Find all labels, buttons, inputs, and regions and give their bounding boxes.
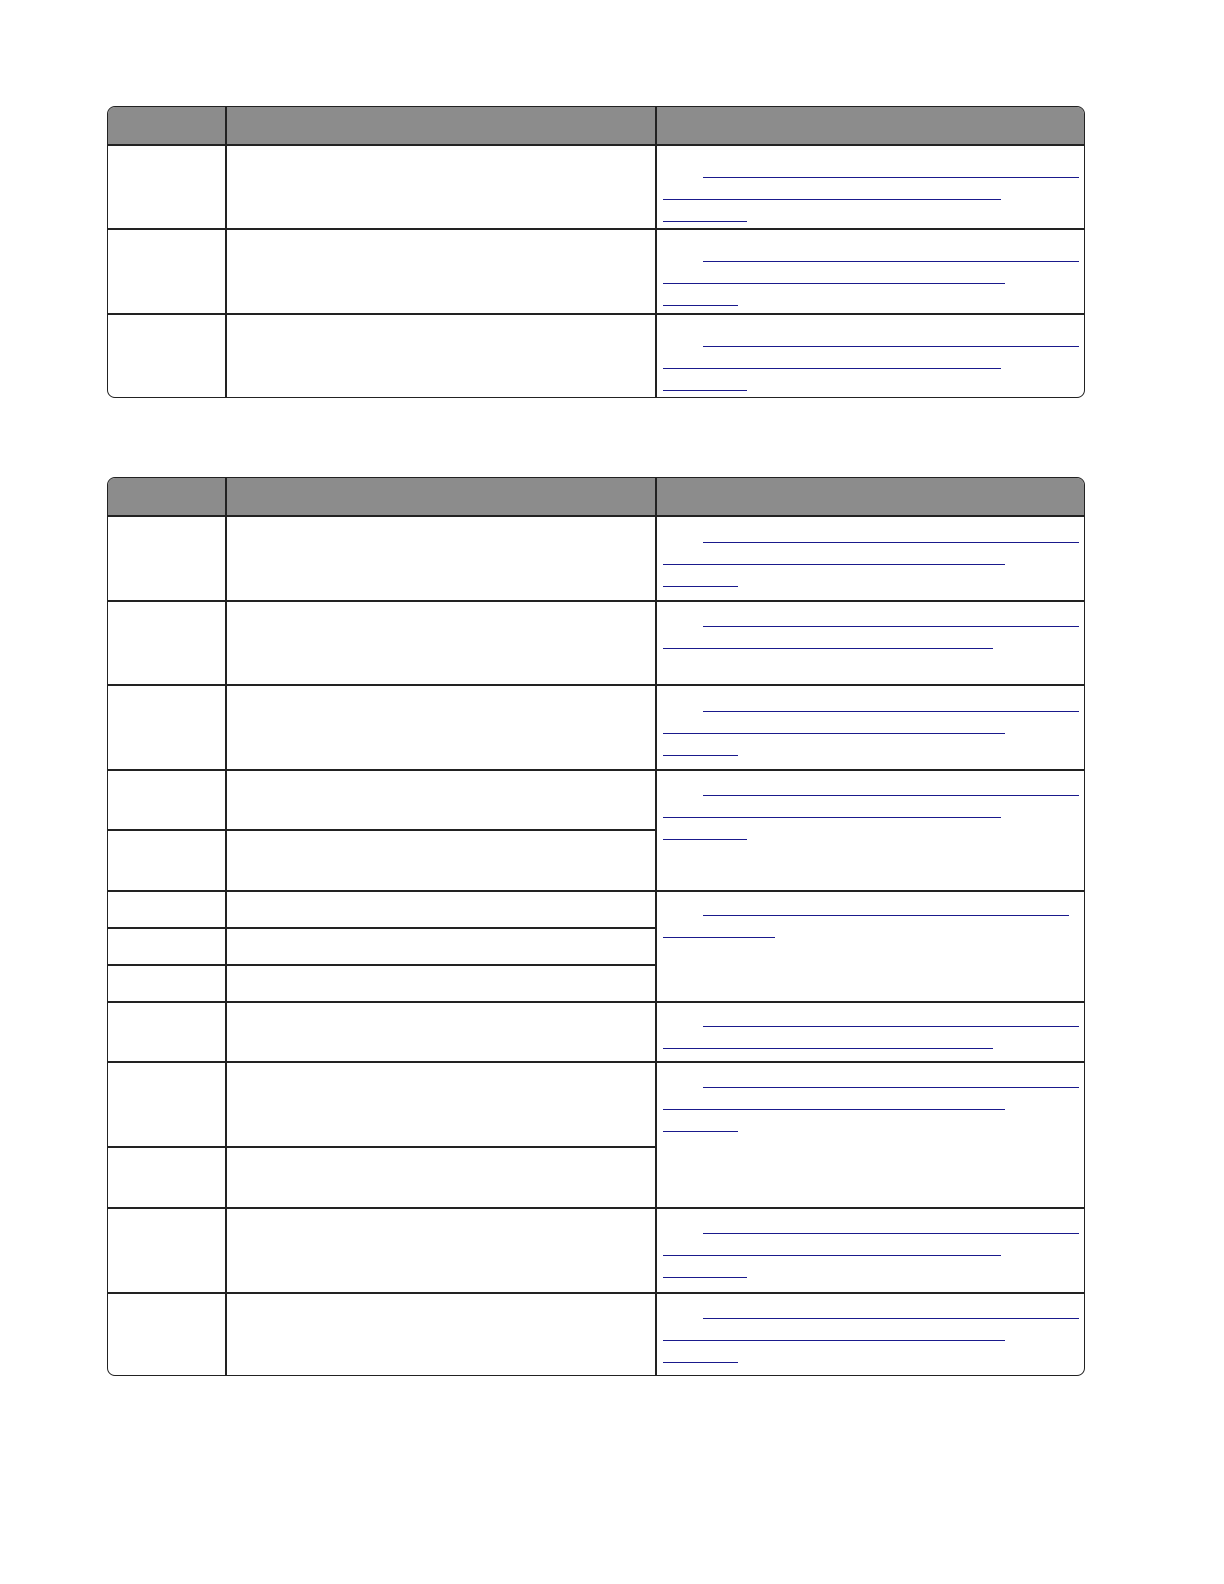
link-underline: [703, 1233, 1079, 1234]
row-divider: [108, 829, 656, 831]
table-row-link[interactable]: [657, 145, 1085, 229]
header-cell-2: [226, 478, 656, 516]
header-cell-2: [226, 107, 656, 145]
link-underline: [703, 261, 1079, 262]
link-underline: [663, 368, 1001, 369]
link-underline: [703, 177, 1079, 178]
link-underline: [703, 346, 1079, 347]
link-underline: [663, 839, 747, 840]
link-underline: [663, 937, 775, 938]
column-divider: [225, 107, 227, 398]
link-underline: [663, 817, 1001, 818]
link-underline: [663, 1277, 747, 1278]
link-underline: [703, 795, 1079, 796]
table-2: [107, 477, 1085, 1376]
link-underline: [663, 1048, 993, 1049]
table-row-link[interactable]: [657, 686, 1085, 770]
row-divider: [108, 964, 656, 966]
link-underline: [663, 305, 738, 306]
link-underline: [703, 1318, 1079, 1319]
header-cell-1: [108, 107, 226, 145]
table-1: [107, 106, 1085, 398]
row-divider: [108, 1146, 656, 1148]
link-underline: [703, 915, 1069, 916]
link-underline: [703, 542, 1079, 543]
table-row-link[interactable]: [657, 601, 1085, 685]
table-header: [108, 107, 1084, 145]
link-underline: [663, 283, 1005, 284]
link-underline: [663, 648, 993, 649]
link-underline: [663, 390, 747, 391]
table-row-link[interactable]: [657, 1208, 1085, 1293]
link-underline: [703, 1026, 1079, 1027]
link-underline: [663, 586, 738, 587]
link-underline: [703, 626, 1079, 627]
link-underline: [663, 1362, 738, 1363]
link-underline: [663, 1255, 1001, 1256]
link-underline: [703, 1087, 1079, 1088]
header-cell-1: [108, 478, 226, 516]
link-underline: [663, 1109, 1005, 1110]
table-row-link[interactable]: [657, 891, 1085, 1002]
table-row-link[interactable]: [657, 770, 1085, 891]
table-row-link[interactable]: [657, 230, 1085, 314]
link-underline: [663, 199, 1001, 200]
table-row-link[interactable]: [657, 1062, 1085, 1208]
header-cell-3: [656, 478, 1085, 516]
header-cell-3: [656, 107, 1085, 145]
table-row-link[interactable]: [657, 516, 1085, 600]
link-underline: [663, 221, 747, 222]
link-underline: [663, 1131, 738, 1132]
link-underline: [663, 755, 738, 756]
row-divider: [108, 927, 656, 929]
link-underline: [663, 564, 1005, 565]
table-row-link[interactable]: [657, 315, 1085, 398]
table-row-link[interactable]: [657, 1293, 1085, 1376]
table-header: [108, 478, 1084, 516]
link-underline: [663, 733, 1005, 734]
link-underline: [663, 1340, 1005, 1341]
link-underline: [703, 711, 1079, 712]
table-row-link[interactable]: [657, 1002, 1085, 1062]
